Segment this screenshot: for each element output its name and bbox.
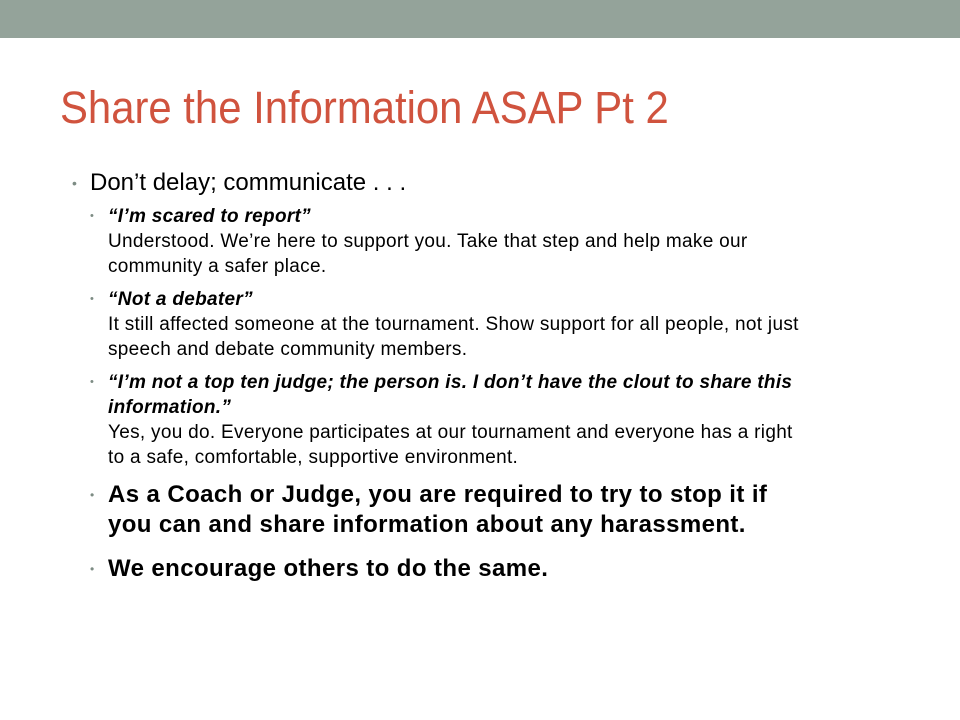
sub-bullet-not-a-debater: [90, 287, 812, 362]
bullet-icon: •: [90, 293, 94, 305]
main-bullet-text: Don’t delay; communicate . . .: [90, 169, 407, 196]
sub-bullet-encourage-others: [90, 554, 812, 584]
emphasis-text: We encourage others to do the same.: [108, 555, 549, 582]
bullet-icon: •: [72, 175, 77, 191]
top-accent-bar: [0, 0, 960, 38]
bullet-icon: •: [90, 210, 94, 222]
sub-bullet-not-top-ten-judge: [90, 370, 812, 470]
sub-bullet-quote: “I’m scared to report”: [108, 206, 311, 227]
sub-bullet-body: Understood. We’re here to support you. Take that step and help make our community a safer place.: [108, 231, 748, 277]
slide-content: [72, 168, 812, 584]
bullet-icon: •: [90, 562, 95, 576]
slide-title: Share the Information ASAP Pt 2: [60, 82, 669, 133]
bullet-icon: •: [90, 488, 95, 502]
sub-bullet-quote: “Not a debater”: [108, 289, 253, 310]
bullet-icon: •: [90, 376, 94, 388]
emphasis-text: As a Coach or Judge, you are required to try to stop it if you can and share information about any harassment.: [108, 481, 768, 538]
sub-bullet-body: Yes, you do. Everyone participates at our tournament and everyone has a right to a safe, comfortable, supportive environment.: [108, 422, 793, 468]
sub-bullet-quote: “I’m not a top ten judge; the person is. I don’t have the clout to share this information.”: [108, 372, 793, 418]
sub-bullet-coach-judge-requirement: [90, 480, 812, 540]
sub-bullet-list: [90, 204, 812, 584]
main-bullet: [72, 168, 812, 584]
sub-bullet-scared-to-report: [90, 204, 812, 279]
bullet-list: [72, 168, 812, 584]
sub-bullet-body: It still affected someone at the tournament. Show support for all people, not just speech and debate community members.: [108, 314, 799, 360]
